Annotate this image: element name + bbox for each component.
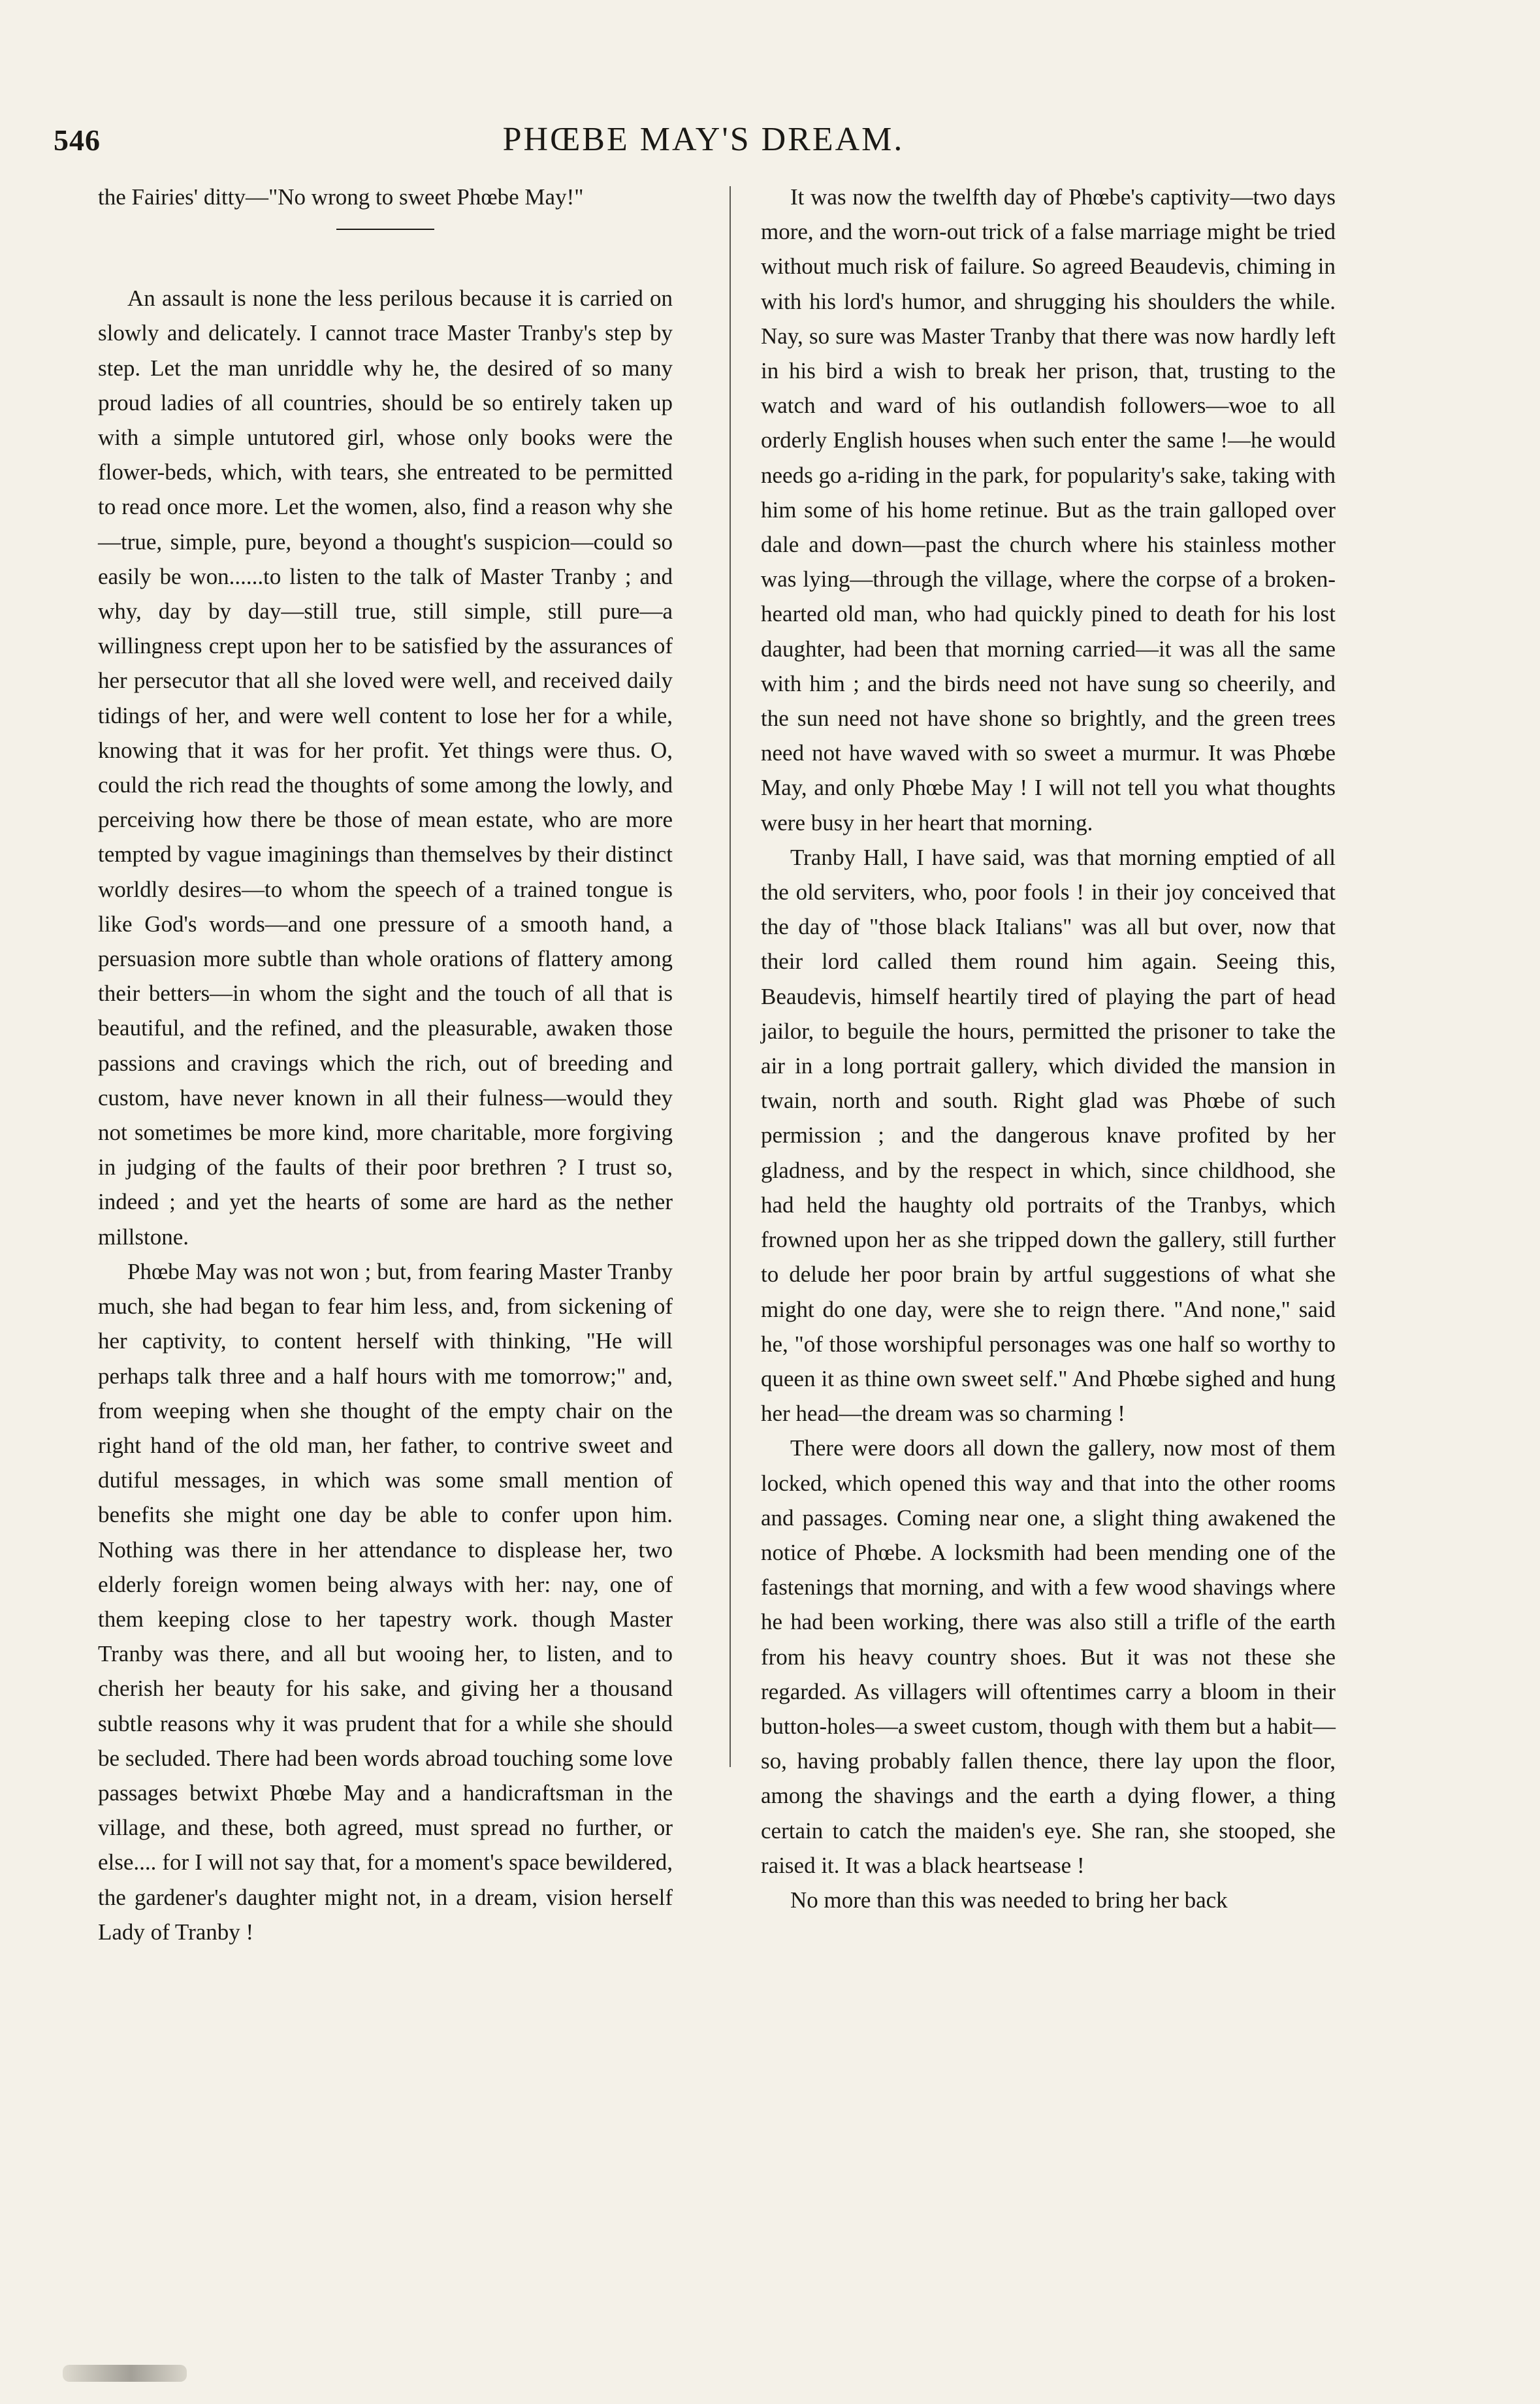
page-number: 546 [54, 123, 101, 157]
page-edge-mark [63, 2365, 187, 2382]
paragraph: No more than this was needed to bring her back [790, 1887, 1228, 1913]
paragraph: It was now the twelfth day of Phœbe's captivity—two days more, and the worn-out trick of a false marriage might be tried without much risk of failure. So agreed Beaudevis, chiming in with his lord's humor, and shrugging his shoulders the while. Nay, so sure was Master Tranby that there was now hardly left in his bird a wish to break her prison, that, trusting to the watch and ward of his outlandish followers—woe to all orderly English houses when such enter the same !—he would needs go a-riding in the park, for popularity's sake, taking with him some of his home retinue. But as the train galloped over dale and down—past the church where his stainless mother was lying—through the village, where the corpse of a broken-hearted old man, who had quickly pined to death for his lost daughter, had been that morning carried—it was all the same with him ; and the birds need not have sung so cheerily, and the sun need not have shone so brightly, and the green trees need not have waved with so sweet a murmur. It was Phœbe May, and only Phœbe May ! I will not tell you what thoughts were busy in her heart that morning. [761, 184, 1336, 836]
text-columns [98, 180, 1352, 1945]
paragraph: Phœbe May was not won ; but, from fearing Master Tranby much, she had began to fear him less, and, from sickening of her captivity, to content herself with thinking, "He will perhaps talk three and a half hours with me tomorrow;" and, from weeping when she thought of the empty chair on the right hand of the old man, her father, to contrive sweet and dutiful messages, in which was some small mention of benefits she might one day be able to confer upon him. Nothing was there in her attendance to displease her, two elderly foreign women being always with her: nay, one of them keeping close to her tapestry work. though Master Tranby was there, and all but wooing her, to listen, and to cherish her beauty for his sake, and giving her a thousand subtle reasons why it was prudent that for a while she should be secluded. There had been words abroad touching some love passages betwixt Phœbe May and a handicraftsman in the village, and these, both agreed, must spread no further, or else.... for I will not say that, for a moment's space bewildered, the gardener's daughter might not, in a dream, vision herself Lady of Tranby ! [98, 1258, 673, 1945]
right-column [761, 180, 1336, 1913]
paragraph: the Fairies' ditty—"No wrong to sweet Phœbe May!" [98, 184, 584, 210]
column-rule [730, 186, 731, 1767]
left-column [98, 180, 673, 1945]
paragraph: An assault is none the less perilous because it is carried on slowly and delicately. I cannot trace Master Tranby's step by step. Let the man unriddle why he, the desired of so many proud ladies of all countries, should be so entirely taken up with a simple untutored girl, whose only books were the flower-beds, which, with tears, she entreated to be permitted to read once more. Let the women, also, find a reason why she—true, simple, pure, beyond a thought's suspicion—could so easily be won......to listen to the talk of Master Tranby ; and why, day by day—still true, still simple, still pure—a willingness crept upon her to be satisfied by the assurances of her persecutor that all she loved were well, and received daily tidings of her, and were well content to lose her for a while, knowing that it was for her profit. Yet things were thus. O, could the rich read the thoughts of some among the lowly, and perceiving how there be those of mean estate, who are more tempted by vague imaginings than themselves by their distinct worldly desires—to whom the speech of a trained tongue is like God's words—and one pressure of a smooth hand, a persuasion more subtle than whole orations of flattery among their betters—in whom the sight and the touch of all that is beautiful, and the refined, and the pleasurable, awaken those passions and cravings which the rich, out of breeding and custom, have never known in all their fulness—would they not sometimes be more kind, more charitable, more forgiving in judging of the faults of their poor brethren ? I trust so, indeed ; and yet the hearts of some are hard as the nether millstone. [98, 285, 673, 1250]
paragraph: There were doors all down the gallery, now most of them locked, which opened this way and that into the other rooms and passages. Coming near one, a slight thing awakened the notice of Phœbe. A locksmith had been mending one of the fastenings that morning, and with a few wood shavings where he had been working, there was also still a trifle of the earth from his heavy country shoes. But it was not these she regarded. As villagers will oftentimes carry a bloom in their button-holes—a sweet custom, though with them but a habit—so, having probably fallen thence, there lay upon the floor, among the shavings and the earth a dying flower, a thing certain to catch the maiden's eye. She ran, she stooped, she raised it. It was a black heartsease ! [761, 1435, 1336, 1878]
page-header [54, 111, 1353, 170]
running-title: PHŒBE MAY'S DREAM. [502, 121, 905, 158]
section-divider [336, 229, 434, 230]
paragraph: Tranby Hall, I have said, was that morning emptied of all the old serviters, who, poor fools ! in their joy conceived that the day of "those black Italians" was all but over, now that their lord called them round him again. Seeing this, Beaudevis, himself heartily tired of playing the part of head jailor, to beguile the hours, permitted the prisoner to take the air in a long portrait gallery, which divided the mansion in twain, north and south. Right glad was Phœbe of such permission ; and the dangerous knave profited by her gladness, and by the respect in which, since childhood, she had held the haughty old portraits of the Tranbys, which frowned upon her as she tripped down the gallery, still further to delude her poor brain by artful suggestions of what she might do one day, were she to reign there. "And none," said he, "of those worshipful personages was one half so worthy to queen it as thine own sweet self." And Phœbe sighed and hung her head—the dream was so charming ! [761, 844, 1336, 1427]
